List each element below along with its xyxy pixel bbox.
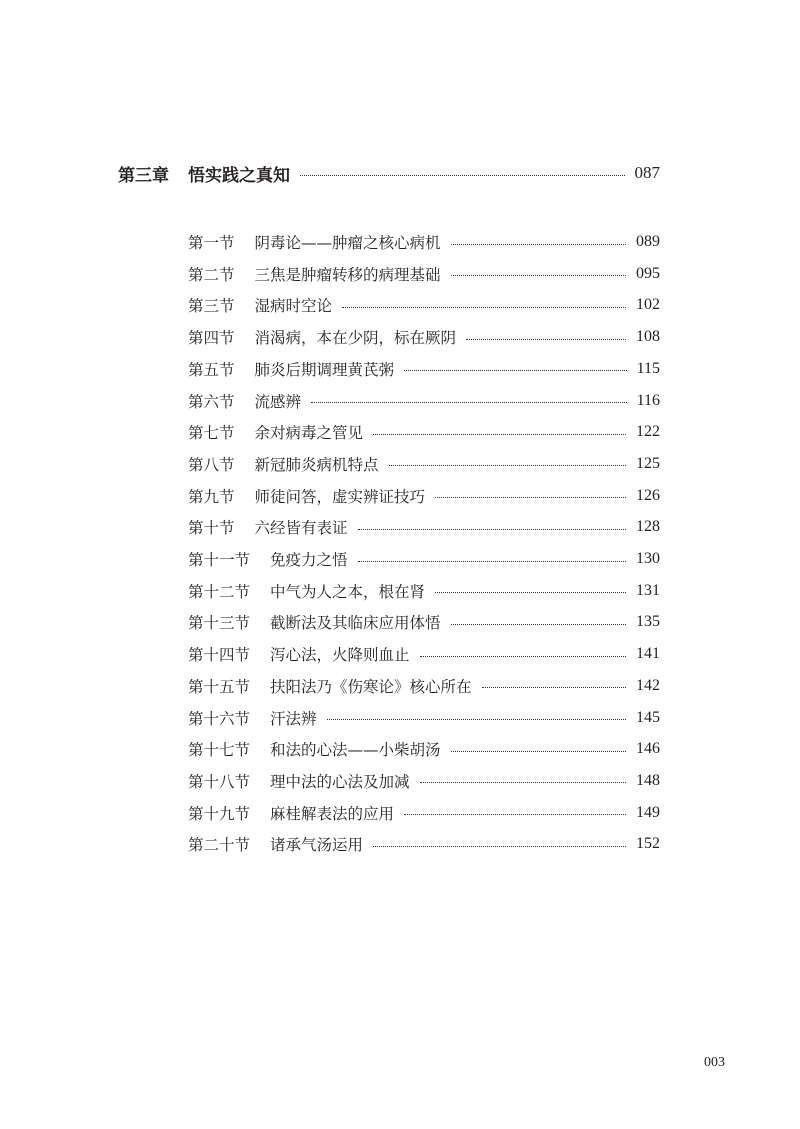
dot-leader — [451, 244, 626, 245]
section-page: 131 — [636, 581, 660, 599]
section-label: 第二十节 — [188, 836, 251, 855]
section-page: 126 — [636, 486, 660, 504]
section-title: 湿病时空论 — [254, 297, 333, 316]
toc-section-entry[interactable] — [188, 547, 660, 571]
section-page: 116 — [636, 391, 660, 409]
section-title: 截断法及其临床应用体悟 — [270, 614, 441, 633]
section-page: 095 — [636, 264, 660, 282]
section-label: 第六节 — [188, 392, 235, 411]
section-title: 麻桂解表法的应用 — [270, 804, 395, 823]
toc-section-entry[interactable] — [188, 484, 660, 508]
toc-section-entry[interactable] — [188, 832, 660, 856]
section-page: 115 — [636, 359, 660, 377]
dot-leader — [373, 846, 626, 847]
section-label: 第七节 — [188, 424, 235, 443]
section-title: 肺炎后期调理黄芪粥 — [254, 360, 395, 379]
section-title: 泻心法，火降则血止 — [270, 646, 410, 665]
dot-leader — [342, 307, 626, 308]
dot-leader — [389, 465, 626, 466]
section-label: 第五节 — [188, 360, 235, 379]
section-label: 第十三节 — [188, 614, 251, 633]
section-title: 汗法辨 — [270, 709, 317, 728]
section-label: 第八节 — [188, 455, 235, 474]
section-page: 108 — [636, 328, 660, 346]
section-title: 流感辨 — [254, 392, 302, 411]
section-page: 148 — [636, 771, 660, 789]
section-title: 消渴病，本在少阴，标在厥阴 — [254, 329, 457, 348]
dot-leader — [482, 687, 626, 688]
dot-leader — [420, 656, 626, 657]
section-label: 第十六节 — [188, 709, 251, 728]
section-title: 余对病毒之管见 — [254, 424, 364, 443]
section-page: 145 — [636, 708, 660, 726]
section-title: 扶阳法乃《伤寒论》核心所在 — [270, 677, 472, 696]
section-page: 152 — [636, 835, 660, 853]
dot-leader — [451, 624, 626, 625]
section-label: 第十八节 — [188, 772, 251, 791]
toc-section-entry[interactable] — [188, 357, 660, 381]
dot-leader — [420, 782, 626, 783]
dot-leader — [404, 814, 626, 815]
section-label: 第一节 — [188, 234, 235, 252]
chapter-label: 第三章 — [118, 165, 169, 186]
section-page: 125 — [636, 454, 660, 472]
section-title: 三焦是肿瘤转移的病理基础 — [254, 265, 441, 284]
dot-leader — [358, 561, 626, 562]
toc-section-entry[interactable] — [188, 230, 660, 254]
section-label: 第十五节 — [188, 677, 251, 696]
toc-section-entry[interactable] — [188, 293, 660, 317]
dot-leader — [327, 719, 626, 720]
toc-section-entry[interactable] — [188, 452, 660, 476]
chapter-page: 087 — [634, 163, 660, 182]
toc-section-entry[interactable] — [188, 389, 660, 413]
toc-section-entry[interactable] — [188, 801, 660, 825]
section-title: 免疫力之悟 — [270, 551, 348, 569]
section-title: 六经皆有表证 — [254, 519, 348, 538]
toc-section-entry[interactable] — [188, 737, 660, 761]
section-page: 130 — [636, 550, 660, 567]
section-page: 089 — [636, 233, 660, 250]
section-page: 128 — [636, 518, 660, 536]
section-title: 和法的心法——小柴胡汤 — [270, 741, 441, 760]
toc-section-entry[interactable] — [188, 706, 660, 730]
dot-leader — [435, 592, 626, 593]
toc-chapter-entry[interactable] — [118, 160, 660, 186]
section-page: 135 — [636, 613, 660, 631]
dot-leader — [311, 402, 627, 403]
toc-section-entry[interactable] — [188, 642, 660, 666]
section-label: 第十二节 — [188, 582, 251, 601]
section-label: 第十一节 — [188, 551, 251, 569]
dot-leader — [451, 275, 626, 276]
section-title: 阴毒论——肿瘤之核心病机 — [254, 234, 441, 252]
section-label: 第二节 — [188, 265, 235, 284]
dot-leader — [404, 370, 627, 371]
section-label: 第四节 — [188, 329, 235, 348]
toc-section-entry[interactable] — [188, 262, 660, 286]
section-title: 新冠肺炎病机特点 — [254, 455, 379, 474]
section-page: 141 — [636, 645, 660, 663]
section-page: 122 — [636, 423, 660, 441]
section-page: 149 — [636, 803, 660, 821]
section-page: 102 — [636, 296, 660, 314]
dot-leader — [300, 175, 625, 176]
section-title: 理中法的心法及加减 — [270, 772, 410, 791]
page-number: 003 — [704, 1055, 725, 1070]
section-title: 诸承气汤运用 — [270, 836, 364, 855]
section-label: 第十节 — [188, 519, 235, 538]
section-label: 第三节 — [188, 297, 235, 316]
toc-section-entry[interactable] — [188, 610, 660, 634]
dot-leader — [451, 751, 626, 752]
dot-leader — [435, 497, 626, 498]
section-label: 第九节 — [188, 487, 235, 506]
dot-leader — [358, 529, 626, 530]
chapter-title: 悟实践之真知 — [188, 165, 290, 186]
section-label: 第十九节 — [188, 804, 251, 823]
section-page: 142 — [636, 676, 660, 694]
toc-section-entry[interactable] — [188, 325, 660, 349]
section-page: 146 — [636, 740, 660, 758]
toc-section-entry[interactable] — [188, 420, 660, 444]
toc-section-entry[interactable] — [188, 579, 660, 603]
section-title: 中气为人之本，根在肾 — [270, 582, 426, 601]
section-label: 第十七节 — [188, 741, 251, 760]
toc-section-entry[interactable] — [188, 769, 660, 793]
toc-section-entry[interactable] — [188, 674, 660, 698]
section-label: 第十四节 — [188, 646, 251, 665]
section-title: 师徒问答，虚实辨证技巧 — [254, 487, 426, 506]
toc-section-entry[interactable] — [188, 515, 660, 539]
dot-leader — [373, 434, 626, 435]
dot-leader — [466, 339, 626, 340]
